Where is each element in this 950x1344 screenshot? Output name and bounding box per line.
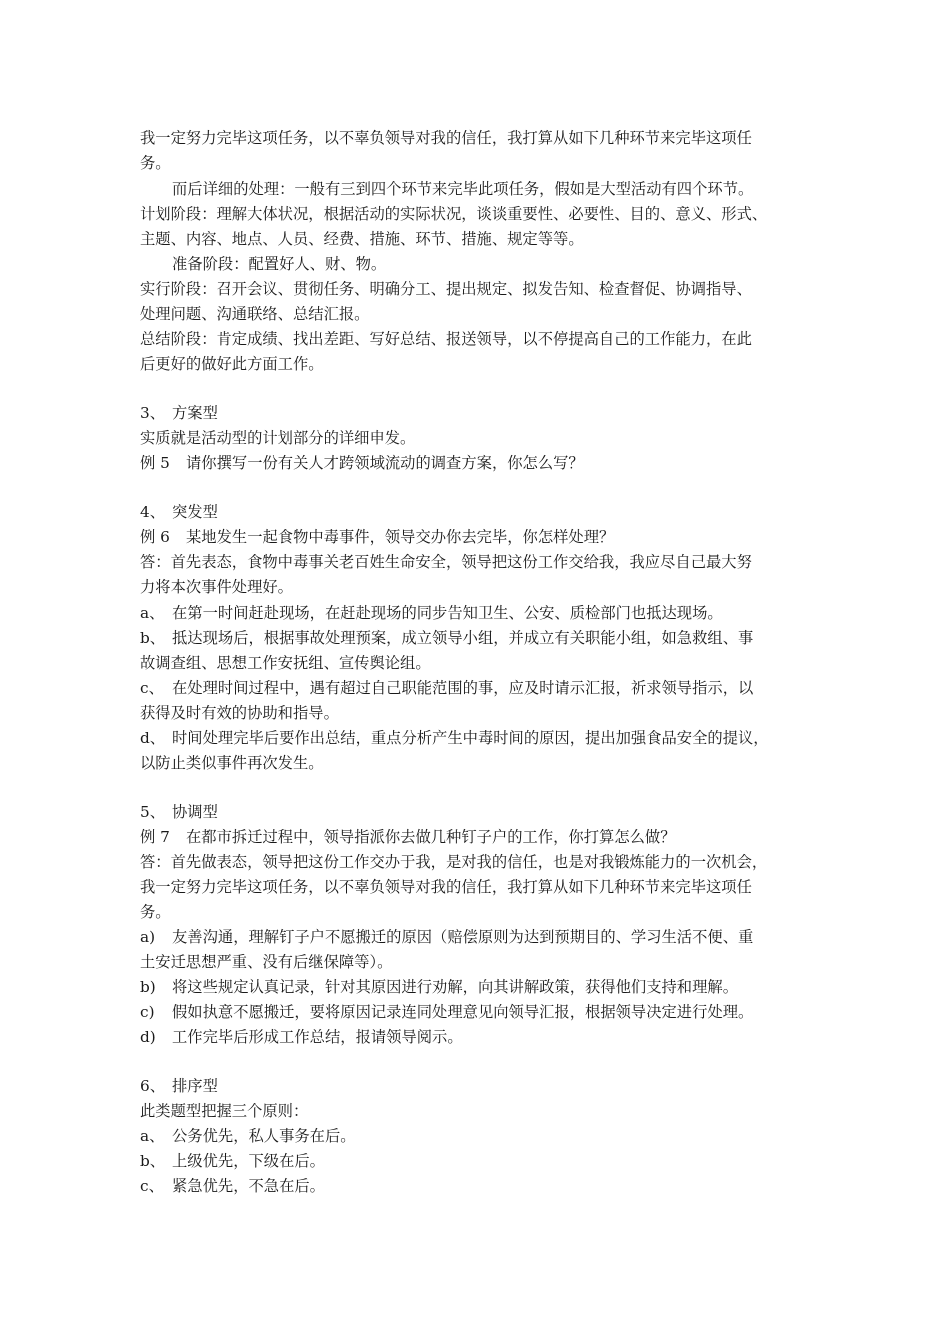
- list-item: [140, 629, 753, 647]
- example-label: 例 7: [140, 828, 170, 846]
- list-item-label: d): [140, 1028, 156, 1046]
- list-item-label: a、: [140, 1127, 165, 1145]
- list-item-label: b): [140, 978, 156, 996]
- list-item: [140, 1152, 325, 1170]
- list-item-label: b、: [140, 629, 166, 647]
- section-heading: [140, 404, 218, 422]
- paragraph-line: 处理问题、沟通联络、总结汇报。: [140, 305, 370, 323]
- paragraph-line: 后更好的做好此方面工作。: [140, 355, 324, 373]
- list-item-label: c、: [140, 679, 164, 697]
- list-item-label: a): [140, 928, 156, 946]
- paragraph-line: 答：首先做表态，领导把这份工作交办于我，是对我的信任，也是对我锻炼能力的一次机会，: [140, 853, 768, 871]
- heading-text: 突发型: [172, 503, 218, 521]
- example-label: 例 5: [140, 454, 170, 472]
- paragraph-line: 而后详细的处理：一般有三到四个环节来完毕此项任务，假如是大型活动有四个环节。: [172, 180, 754, 198]
- paragraph-line: 答：首先表态，食物中毒事关老百姓生命安全，领导把这份工作交给我，我应尽自己最大努: [140, 553, 752, 571]
- paragraph-line: 我一定努力完毕这项任务，以不辜负领导对我的信任，我打算从如下几种环节来完毕这项任: [140, 129, 752, 147]
- paragraph-line: 实质就是活动型的计划部分的详细申发。: [140, 429, 416, 447]
- list-item: [140, 978, 738, 996]
- section-heading: [140, 1077, 218, 1095]
- list-item-text: 公务优先，私人事务在后。: [172, 1127, 356, 1145]
- list-item-text: 友善沟通，理解钉子户不愿搬迁的原因（赔偿原则为达到预期目的、学习生活不便、重: [172, 928, 754, 946]
- example-text: 请你撰写一份有关人才跨领域流动的调查方案，你怎么写？: [186, 454, 584, 472]
- example-text: 在都市拆迁过程中，领导指派你去做几种钉子户的工作，你打算怎么做？: [186, 828, 676, 846]
- list-item-text: 时间处理完毕后要作出总结，重点分析产生中毒时间的原因，提出加强食品安全的提议，: [172, 729, 769, 747]
- list-item-label: d、: [140, 729, 166, 747]
- list-item-label: c、: [140, 1177, 164, 1195]
- list-item: [140, 604, 723, 622]
- list-item-text: 紧急优先，不急在后。: [172, 1177, 325, 1195]
- section-heading: [140, 803, 218, 821]
- paragraph-line: 总结阶段：肯定成绩、找出差距、写好总结、报送领导，以不停提高自己的工作能力，在此: [140, 330, 752, 348]
- list-item-text: 工作完毕后形成工作总结，报请领导阅示。: [172, 1028, 463, 1046]
- list-item: [140, 679, 753, 697]
- paragraph-line: 我一定努力完毕这项任务，以不辜负领导对我的信任，我打算从如下几种环节来完毕这项任: [140, 878, 752, 896]
- example-label: 例 6: [140, 528, 170, 546]
- heading-text: 协调型: [172, 803, 218, 821]
- list-item: [140, 1127, 356, 1145]
- list-item-text: 抵达现场后，根据事故处理预案，成立领导小组，并成立有关职能小组，如急救组、事: [172, 629, 754, 647]
- paragraph-line: 获得及时有效的协助和指导。: [140, 704, 339, 722]
- paragraph-line: 主题、内容、地点、人员、经费、措施、环节、措施、规定等等。: [140, 230, 584, 248]
- paragraph-line: 实行阶段：召开会议、贯彻任务、明确分工、提出规定、拟发告知、检查督促、协调指导、: [140, 280, 752, 298]
- list-item-label: b、: [140, 1152, 166, 1170]
- example-question: [140, 828, 676, 846]
- list-item-label: a、: [140, 604, 165, 622]
- heading-number: 4、: [140, 503, 166, 521]
- list-item-label: c): [140, 1003, 155, 1021]
- list-item: [140, 928, 753, 946]
- heading-text: 方案型: [172, 404, 218, 422]
- list-item: [140, 729, 769, 747]
- paragraph-line: 此类题型把握三个原则：: [140, 1102, 309, 1120]
- paragraph-line: 务。: [140, 154, 171, 172]
- list-item-text: 假如执意不愿搬迁，要将原因记录连同处理意见向领导汇报，根据领导决定进行处理。: [172, 1003, 754, 1021]
- heading-number: 3、: [140, 404, 166, 422]
- example-question: [140, 454, 584, 472]
- list-item: [140, 1003, 753, 1021]
- list-item-text: 在第一时间赶赴现场，在赶赴现场的同步告知卫生、公安、质检部门也抵达现场。: [172, 604, 723, 622]
- list-item: [140, 1177, 325, 1195]
- list-item: [140, 1028, 463, 1046]
- example-text: 某地发生一起食物中毒事件，领导交办你去完毕，你怎样处理？: [186, 528, 615, 546]
- list-item-text: 在处理时间过程中，遇有超过自己职能范围的事，应及时请示汇报，祈求领导指示，以: [172, 679, 754, 697]
- example-question: [140, 528, 614, 546]
- list-item-text: 上级优先，下级在后。: [172, 1152, 325, 1170]
- list-item-text: 将这些规定认真记录，针对其原因进行劝解，向其讲解政策，获得他们支持和理解。: [172, 978, 738, 996]
- heading-number: 6、: [140, 1077, 166, 1095]
- heading-text: 排序型: [172, 1077, 218, 1095]
- paragraph-line: 计划阶段：理解大体状况，根据活动的实际状况，谈谈重要性、必要性、目的、意义、形式、: [140, 205, 768, 223]
- heading-number: 5、: [140, 803, 166, 821]
- paragraph-line: 故调查组、思想工作安抚组、宣传舆论组。: [140, 654, 431, 672]
- paragraph-line: 力将本次事件处理好。: [140, 578, 293, 596]
- paragraph-line: 以防止类似事件再次发生。: [140, 754, 324, 772]
- paragraph-line: 土安迁思想严重、没有后继保障等）。: [140, 953, 393, 971]
- paragraph-line: 准备阶段：配置好人、财、物。: [172, 255, 387, 273]
- section-heading: [140, 503, 218, 521]
- paragraph-line: 务。: [140, 903, 171, 921]
